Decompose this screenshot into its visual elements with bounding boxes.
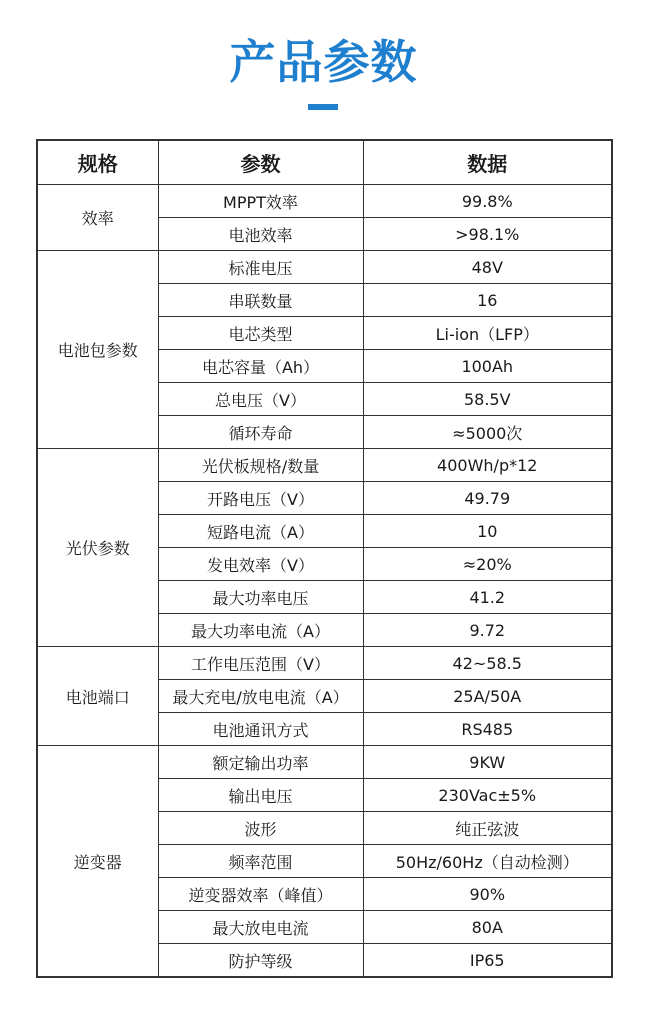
value-cell: 42~58.5 [363,647,612,680]
value-cell: Li-ion（LFP） [363,317,612,350]
value-cell: 99.8% [363,185,612,218]
param-cell: MPPT效率 [158,185,363,218]
param-cell: 光伏板规格/数量 [158,449,363,482]
param-cell: 逆变器效率（峰值） [158,878,363,911]
value-cell: IP65 [363,944,612,978]
value-cell: 58.5V [363,383,612,416]
value-cell: ≈20% [363,548,612,581]
group-label: 电池端口 [37,647,158,746]
param-cell: 输出电压 [158,779,363,812]
param-cell: 电池效率 [158,218,363,251]
header-data: 数据 [363,140,612,185]
group-label: 电池包参数 [37,251,158,449]
value-cell: 80A [363,911,612,944]
param-cell: 开路电压（V） [158,482,363,515]
value-cell: 90% [363,878,612,911]
value-cell: 9KW [363,746,612,779]
group-label: 效率 [37,185,158,251]
param-cell: 标准电压 [158,251,363,284]
table-body [37,185,612,978]
value-cell: 400Wh/p*12 [363,449,612,482]
value-cell: RS485 [363,713,612,746]
value-cell: 48V [363,251,612,284]
value-cell: >98.1% [363,218,612,251]
param-cell: 最大充电/放电电流（A） [158,680,363,713]
param-cell: 电芯类型 [158,317,363,350]
spec-table [36,139,613,978]
table-row [37,746,612,779]
value-cell: 9.72 [363,614,612,647]
value-cell: 41.2 [363,581,612,614]
group-label: 光伏参数 [37,449,158,647]
group-label: 逆变器 [37,746,158,978]
param-cell: 短路电流（A） [158,515,363,548]
value-cell: 纯正弦波 [363,812,612,845]
param-cell: 电池通讯方式 [158,713,363,746]
value-cell: 50Hz/60Hz（自动检测） [363,845,612,878]
param-cell: 循环寿命 [158,416,363,449]
table-row [37,647,612,680]
table-row [37,185,612,218]
title-underline [308,104,338,110]
value-cell: 25A/50A [363,680,612,713]
value-cell: 49.79 [363,482,612,515]
value-cell: 100Ah [363,350,612,383]
value-cell: 16 [363,284,612,317]
param-cell: 总电压（V） [158,383,363,416]
table-header-row [37,140,612,185]
value-cell: ≈5000次 [363,416,612,449]
page-title: 产品参数 [229,35,418,89]
value-cell: 10 [363,515,612,548]
param-cell: 电芯容量（Ah） [158,350,363,383]
param-cell: 防护等级 [158,944,363,978]
param-cell: 最大功率电流（A） [158,614,363,647]
param-cell: 工作电压范围（V） [158,647,363,680]
table-row [37,449,612,482]
param-cell: 发电效率（V） [158,548,363,581]
param-cell: 串联数量 [158,284,363,317]
table-row [37,251,612,284]
param-cell: 波形 [158,812,363,845]
header-spec: 规格 [37,140,158,185]
header-param: 参数 [158,140,363,185]
param-cell: 最大功率电压 [158,581,363,614]
param-cell: 频率范围 [158,845,363,878]
param-cell: 额定输出功率 [158,746,363,779]
value-cell: 230Vac±5% [363,779,612,812]
param-cell: 最大放电电流 [158,911,363,944]
